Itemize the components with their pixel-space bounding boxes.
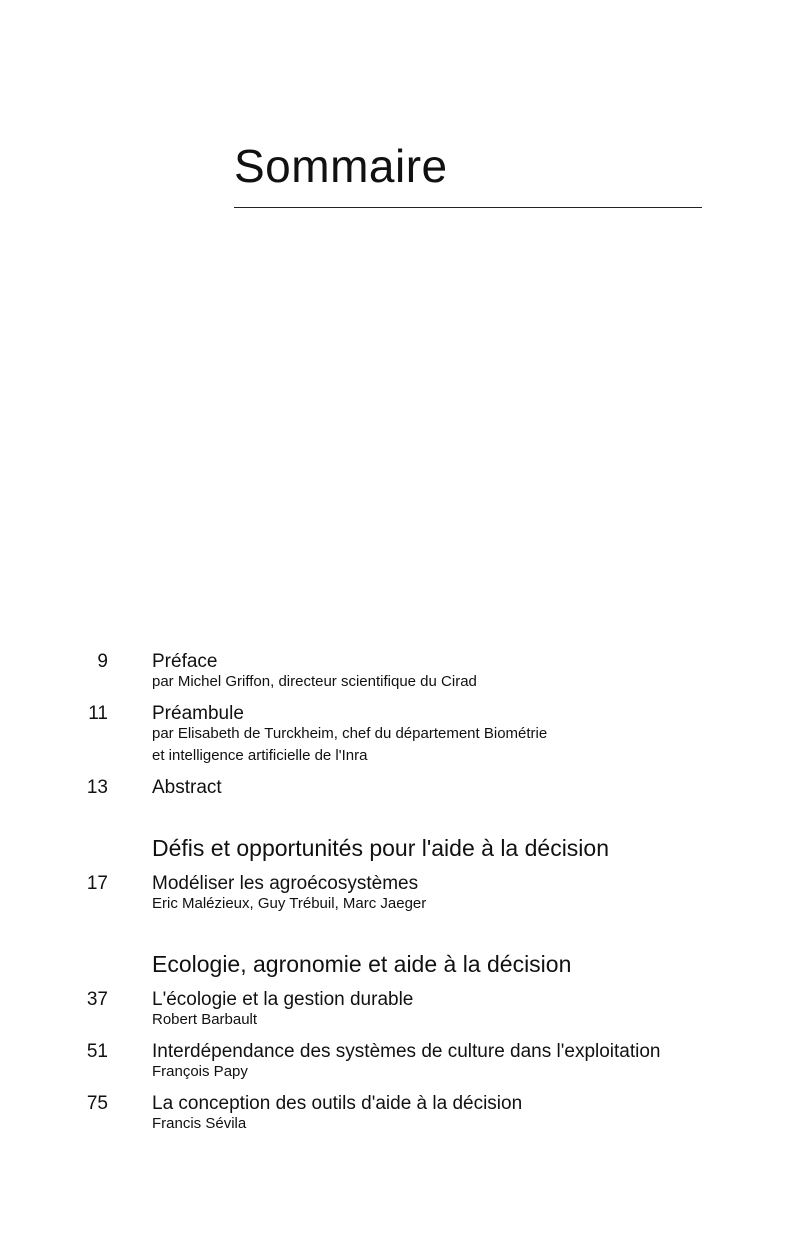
section-heading: Ecologie, agronomie et aide à la décision bbox=[152, 951, 572, 977]
entry-title: La conception des outils d'aide à la décision bbox=[152, 1093, 523, 1114]
entry-title: L'écologie et la gestion durable bbox=[152, 989, 414, 1010]
entry-author: et intelligence artificielle de l'Inra bbox=[152, 747, 368, 764]
section-heading: Défis et opportunités pour l'aide à la décision bbox=[152, 835, 610, 861]
page-number: 17 bbox=[86, 873, 108, 894]
title-rule bbox=[234, 207, 702, 208]
entry-author: par Elisabeth de Turckheim, chef du département Biométrie bbox=[152, 725, 548, 742]
page-number: 51 bbox=[86, 1041, 108, 1062]
entry-author: Eric Malézieux, Guy Trébuil, Marc Jaeger bbox=[152, 895, 427, 912]
entry-title: Modéliser les agroécosystèmes bbox=[152, 873, 419, 894]
entry-author: François Papy bbox=[152, 1063, 248, 1080]
entry-author: Francis Sévila bbox=[152, 1115, 247, 1132]
page-number: 11 bbox=[88, 703, 108, 724]
entry-author: Robert Barbault bbox=[152, 1011, 258, 1028]
page-number: 37 bbox=[86, 989, 108, 1010]
page-title: Sommaire bbox=[234, 140, 448, 192]
page-number: 9 bbox=[97, 651, 108, 672]
entry-title: Préface bbox=[152, 651, 218, 672]
entry-title: Préambule bbox=[152, 703, 244, 724]
entry-author: par Michel Griffon, directeur scientifique du Cirad bbox=[152, 673, 477, 690]
page-number: 13 bbox=[86, 777, 108, 798]
entry-title: Interdépendance des systèmes de culture dans l'exploitation bbox=[152, 1041, 661, 1062]
entry-title: Abstract bbox=[152, 777, 222, 798]
page-number: 75 bbox=[86, 1093, 108, 1114]
